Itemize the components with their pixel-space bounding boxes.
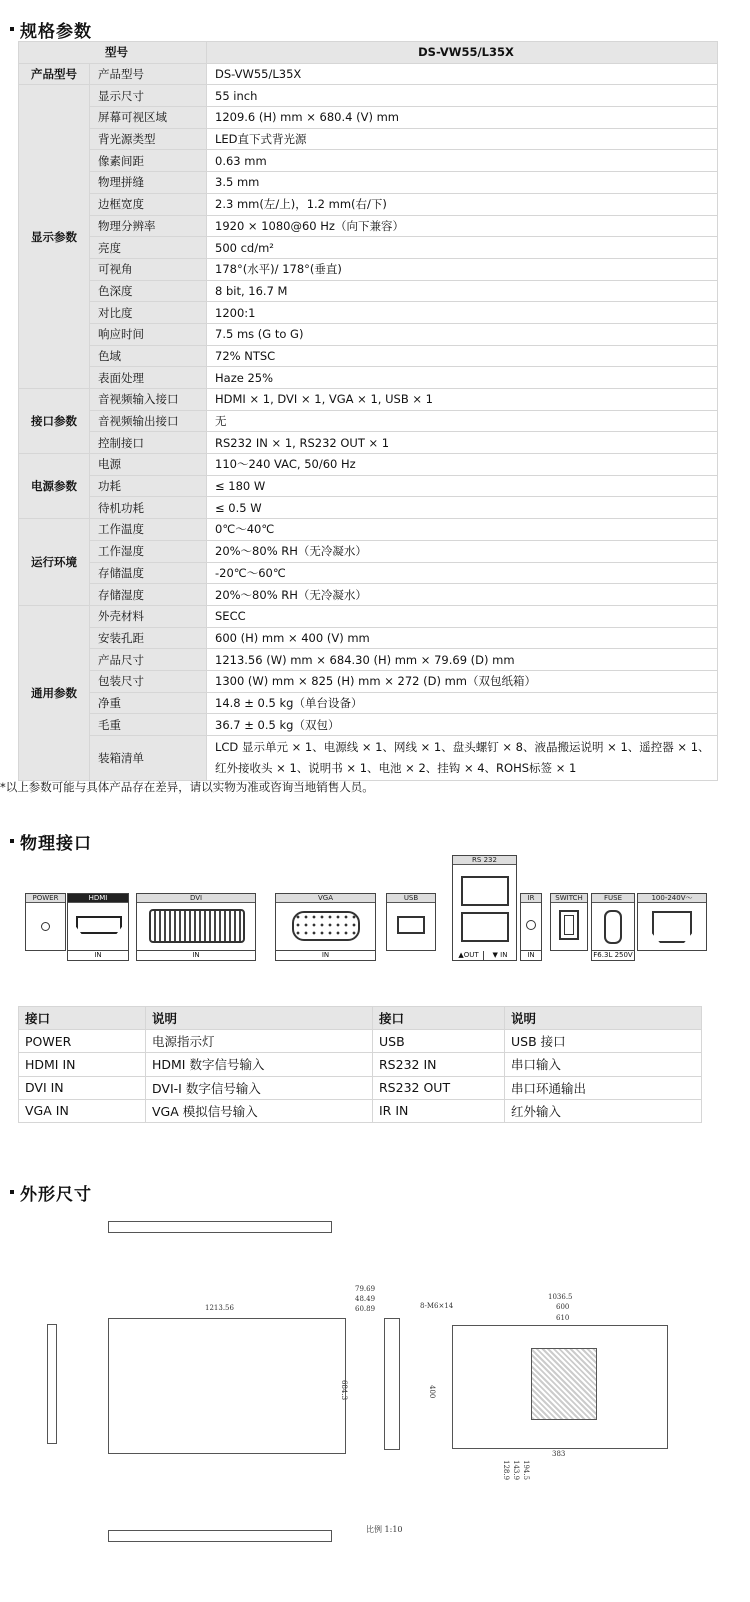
table-row: [19, 1053, 702, 1076]
vga-connector-icon: [292, 911, 360, 941]
table-row: [19, 107, 718, 129]
fuse-rating-label: F6.3L 250V: [591, 951, 635, 961]
param-name: 亮度: [90, 237, 207, 259]
table-cell: USB 接口: [505, 1030, 702, 1053]
column-header: 说明: [146, 1007, 373, 1030]
table-row: [19, 280, 718, 302]
table-row: [19, 605, 718, 627]
table-row: [19, 150, 718, 172]
param-name: 响应时间: [90, 323, 207, 345]
front-view: [108, 1318, 346, 1454]
param-name: 存储温度: [90, 562, 207, 584]
param-value: 1209.6 (H) mm × 680.4 (V) mm: [207, 107, 718, 129]
table-row: [19, 258, 718, 280]
param-name: 音视频输入接口: [90, 389, 207, 411]
table-row: [19, 1099, 702, 1122]
usb-port: [386, 893, 436, 951]
scale-label: 比例 1:10: [366, 1525, 403, 1534]
table-cell: 电源指示灯: [146, 1030, 373, 1053]
param-value: 178°(水平)/ 178°(垂直): [207, 258, 718, 280]
table-row: [19, 172, 718, 194]
param-value: 8 bit, 16.7 M: [207, 280, 718, 302]
ac-socket-icon: [652, 911, 692, 943]
table-row: [19, 63, 718, 85]
rj45-in-icon: [461, 912, 509, 942]
table-row: [19, 736, 718, 781]
power-label: POWER: [26, 894, 65, 903]
category-cell: 产品型号: [19, 63, 90, 85]
top-view: [108, 1221, 332, 1233]
param-name: 像素间距: [90, 150, 207, 172]
rs232-out-label: ▲OUT: [452, 951, 485, 961]
param-name: 可视角: [90, 258, 207, 280]
ac-label: 100-240V～: [638, 894, 706, 903]
param-name: 外壳材料: [90, 605, 207, 627]
hdmi-in-label: IN: [67, 951, 129, 961]
hole-v-dim: 400: [428, 1385, 436, 1399]
interface-section-title: 物理接口: [10, 829, 92, 854]
height-dim: 684.3: [340, 1380, 348, 1401]
ir-jack-icon: [526, 920, 536, 930]
param-value: 0.63 mm: [207, 150, 718, 172]
table-row: [19, 627, 718, 649]
table-cell: USB: [373, 1030, 505, 1053]
category-cell: 通用参数: [19, 605, 90, 780]
param-value: Haze 25%: [207, 367, 718, 389]
param-value: ≤ 180 W: [207, 475, 718, 497]
param-name: 功耗: [90, 475, 207, 497]
param-value: 20%～80% RH（无冷凝水）: [207, 540, 718, 562]
table-cell: 串口环通输出: [505, 1076, 702, 1099]
param-value: 36.7 ± 0.5 kg（双包）: [207, 714, 718, 736]
table-cell: POWER: [19, 1030, 146, 1053]
table-row: [19, 215, 718, 237]
depth-dim-1: 79.69: [355, 1285, 376, 1293]
dvi-label: DVI: [137, 894, 255, 903]
table-cell: HDMI 数字信号输入: [146, 1053, 373, 1076]
param-name: 背光源类型: [90, 128, 207, 150]
param-value: 3.5 mm: [207, 172, 718, 194]
param-value: RS232 IN × 1, RS232 OUT × 1: [207, 432, 718, 454]
category-cell: 接口参数: [19, 389, 90, 454]
param-name: 显示尺寸: [90, 85, 207, 107]
spec-table: [18, 41, 718, 781]
vga-label: VGA: [276, 894, 375, 903]
usb-label: USB: [387, 894, 435, 903]
ir-in-label: IN: [520, 951, 542, 961]
table-row: [19, 519, 718, 541]
fuse-label: FUSE: [592, 894, 634, 903]
header-model-label: 型号: [19, 42, 207, 64]
table-row: [19, 562, 718, 584]
param-name: 产品型号: [90, 63, 207, 85]
param-value: -20℃～60℃: [207, 562, 718, 584]
table-row: [19, 1076, 702, 1099]
param-value: ≤ 0.5 W: [207, 497, 718, 519]
table-row: [19, 540, 718, 562]
column-header: 说明: [505, 1007, 702, 1030]
param-value: 0℃～40℃: [207, 519, 718, 541]
ir-port: [520, 893, 542, 951]
param-value: 2.3 mm(左/上)，1.2 mm(右/下): [207, 193, 718, 215]
power-led-icon: [41, 922, 50, 931]
rear-v2-dim: 143.9: [512, 1460, 520, 1481]
rear-v3-dim: 194.5: [522, 1460, 530, 1481]
param-name: 屏幕可视区域: [90, 107, 207, 129]
param-name: 净重: [90, 692, 207, 714]
column-header: 接口: [19, 1007, 146, 1030]
power-port: [25, 893, 66, 951]
table-row: [19, 497, 718, 519]
dvi-in-label: IN: [136, 951, 256, 961]
table-cell: RS232 OUT: [373, 1076, 505, 1099]
param-name: 对比度: [90, 302, 207, 324]
param-name: 安装孔距: [90, 627, 207, 649]
left-side-view: [47, 1324, 57, 1444]
table-row: [19, 714, 718, 736]
holes-dim: 8-M6×14: [420, 1302, 454, 1310]
table-cell: VGA IN: [19, 1099, 146, 1122]
table-row: [19, 85, 718, 107]
rs232-in-label: ▼ IN: [483, 951, 517, 961]
rear-plate: [531, 1348, 597, 1420]
fuse-port: [591, 893, 635, 951]
switch-label: SWITCH: [551, 894, 587, 903]
rear-610-dim: 610: [556, 1314, 570, 1322]
fuse-holder-icon: [604, 910, 622, 944]
rear-view: [452, 1325, 668, 1449]
hdmi-port: [67, 893, 129, 951]
switch-port: [550, 893, 588, 951]
param-value: 72% NTSC: [207, 345, 718, 367]
category-cell: 运行环境: [19, 519, 90, 606]
param-name: 产品尺寸: [90, 649, 207, 671]
table-row: [19, 389, 718, 411]
param-value: 20%～80% RH（无冷凝水）: [207, 584, 718, 606]
depth-dim-2: 48.49: [355, 1295, 376, 1303]
param-name: 装箱清单: [90, 736, 207, 781]
param-name: 表面处理: [90, 367, 207, 389]
header-model-value: DS-VW55/L35X: [207, 42, 718, 64]
rj45-out-icon: [461, 876, 509, 906]
param-value: 1200:1: [207, 302, 718, 324]
param-name: 电源: [90, 454, 207, 476]
table-row: [19, 237, 718, 259]
param-name: 物理拼缝: [90, 172, 207, 194]
depth-dim-3: 60.89: [355, 1305, 376, 1313]
column-header: 接口: [373, 1007, 505, 1030]
table-row: [19, 193, 718, 215]
table-row: [19, 128, 718, 150]
table-cell: IR IN: [373, 1099, 505, 1122]
rear-width-dim: 1036.5: [548, 1293, 573, 1301]
right-side-view: [384, 1318, 400, 1450]
param-name: 色深度: [90, 280, 207, 302]
table-cell: 串口输入: [505, 1053, 702, 1076]
param-value: 1213.56 (W) mm × 684.30 (H) mm × 79.69 (D) mm: [207, 649, 718, 671]
table-row: [19, 670, 718, 692]
table-row: [19, 42, 718, 64]
hole-h-dim: 600: [556, 1303, 570, 1311]
param-value: 600 (H) mm × 400 (V) mm: [207, 627, 718, 649]
param-value: 7.5 ms (G to G): [207, 323, 718, 345]
table-cell: DVI-I 数字信号输入: [146, 1076, 373, 1099]
param-name: 控制接口: [90, 432, 207, 454]
rs232-port: [452, 855, 517, 953]
table-row: [19, 345, 718, 367]
param-value: 55 inch: [207, 85, 718, 107]
rocker-switch-icon: [559, 910, 579, 940]
category-cell: 显示参数: [19, 85, 90, 389]
ac-inlet-port: [637, 893, 707, 951]
param-value: 110～240 VAC, 50/60 Hz: [207, 454, 718, 476]
param-value: DS-VW55/L35X: [207, 63, 718, 85]
param-name: 边框宽度: [90, 193, 207, 215]
param-name: 存储湿度: [90, 584, 207, 606]
param-value: 14.8 ± 0.5 kg（单台设备）: [207, 692, 718, 714]
table-row: [19, 410, 718, 432]
param-name: 音视频输出接口: [90, 410, 207, 432]
table-row: [19, 367, 718, 389]
table-row: [19, 692, 718, 714]
param-value: 1300 (W) mm × 825 (H) mm × 272 (D) mm（双包纸箱）: [207, 670, 718, 692]
param-name: 工作温度: [90, 519, 207, 541]
param-name: 色域: [90, 345, 207, 367]
param-name: 工作湿度: [90, 540, 207, 562]
table-row: [19, 649, 718, 671]
table-cell: RS232 IN: [373, 1053, 505, 1076]
table-row: [19, 432, 718, 454]
vga-port: [275, 893, 376, 951]
param-name: 物理分辨率: [90, 215, 207, 237]
table-row: [19, 454, 718, 476]
param-name: 毛重: [90, 714, 207, 736]
table-row: [19, 475, 718, 497]
dvi-port: [136, 893, 256, 951]
param-value: 无: [207, 410, 718, 432]
dvi-connector-icon: [149, 909, 245, 943]
param-name: 待机功耗: [90, 497, 207, 519]
param-value: 1920 × 1080@60 Hz（向下兼容）: [207, 215, 718, 237]
table-header-row: [19, 1007, 702, 1030]
spec-section-title: 规格参数: [10, 17, 92, 42]
dimension-section-title: 外形尺寸: [10, 1180, 92, 1205]
param-value: HDMI × 1, DVI × 1, VGA × 1, USB × 1: [207, 389, 718, 411]
param-value: 500 cd/m²: [207, 237, 718, 259]
param-value: LCD 显示单元 × 1、电源线 × 1、网线 × 1、盘头螺钉 × 8、液晶搬运说明 × 1、遥控器 × 1、红外接收头 × 1、说明书 × 1、电池 × 2、挂钩 × 4、ROHS标签 × 1: [207, 736, 718, 781]
hdmi-connector-icon: [76, 916, 122, 934]
width-dim: 1213.56: [205, 1304, 234, 1312]
table-row: [19, 584, 718, 606]
hdmi-label: HDMI: [68, 894, 128, 903]
param-value: LED直下式背光源: [207, 128, 718, 150]
ir-label: IR: [521, 894, 541, 903]
rs232-label: RS 232: [453, 856, 516, 865]
ports-table: [18, 1006, 702, 1123]
rear-v1-dim: 128.9: [502, 1460, 510, 1481]
table-row: [19, 323, 718, 345]
table-cell: VGA 模拟信号输入: [146, 1099, 373, 1122]
bottom-view: [108, 1530, 332, 1542]
vga-in-label: IN: [275, 951, 376, 961]
footnote: *以上参数可能与具体产品存在差异，请以实物为准或咨询当地销售人员。: [0, 780, 374, 794]
table-cell: DVI IN: [19, 1076, 146, 1099]
usb-connector-icon: [397, 916, 425, 934]
table-row: [19, 302, 718, 324]
category-cell: 电源参数: [19, 454, 90, 519]
param-value: SECC: [207, 605, 718, 627]
table-row: [19, 1030, 702, 1053]
table-cell: HDMI IN: [19, 1053, 146, 1076]
param-name: 包装尺寸: [90, 670, 207, 692]
table-cell: 红外输入: [505, 1099, 702, 1122]
rear-383-dim: 383: [552, 1450, 566, 1458]
